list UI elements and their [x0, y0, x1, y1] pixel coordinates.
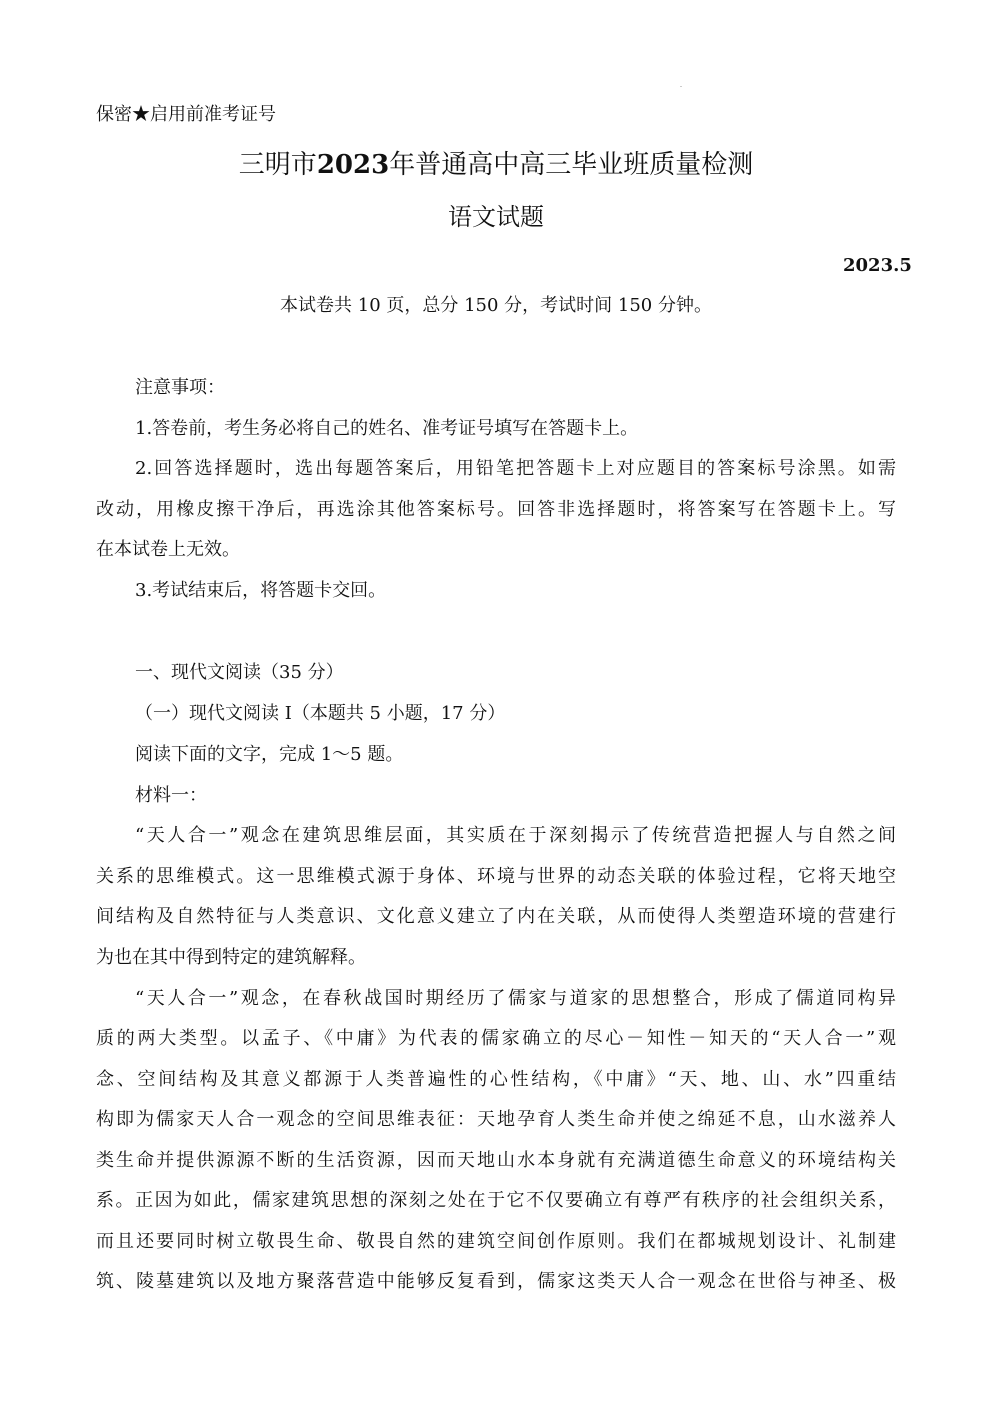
title-part-a: 三明市: [238, 150, 317, 180]
exam-info: 本试卷共 10 页，总分 150 分，考试时间 150 分钟。: [280, 295, 712, 316]
notice-item-2-line-1: 2.回答选择题时，选出每题答案后，用铅笔把答题卡上对应题目的答案标号涂黑。如需: [135, 458, 896, 479]
paragraph-1-line-2: 关系的思维模式。这一思维模式源于身体、环境与世界的动态关联的体验过程，它将天地空: [96, 866, 896, 887]
paragraph-1-line-1: “天人合一”观念在建筑思维层面，其实质在于深刻揭示了传统营造把握人与自然之间: [135, 825, 896, 846]
subject-title: 语文试题: [448, 203, 544, 231]
section-heading: 一、现代文阅读（35 分）: [135, 662, 344, 683]
paragraph-2-line-1: “天人合一”观念，在春秋战国时期经历了儒家与道家的思想整合，形成了儒道同构异: [135, 988, 896, 1009]
paragraph-2-line-5: 类生命并提供源源不断的生活资源，因而天地山水本身就有充满道德生命意义的环境结构关: [96, 1150, 896, 1171]
notice-item-2-line-2: 改动，用橡皮擦干净后，再选涂其他答案标号。回答非选择题时，将答案写在答题卡上。写: [96, 499, 896, 520]
exam-date: 2023.5: [843, 255, 912, 276]
notice-item-1: 1.答卷前，考生务必将自己的姓名、准考证号填写在答题卡上。: [135, 418, 639, 439]
confidential-note: 保密★启用前准考证号: [96, 104, 276, 125]
subsection-heading: （一）现代文阅读 I（本题共 5 小题，17 分）: [135, 703, 506, 724]
paragraph-2-line-2: 质的两大类型。以孟子、《中庸》为代表的儒家确立的尽心－知性－知天的“天人合一”观: [96, 1028, 896, 1049]
paragraph-2-line-7: 而且还要同时树立敬畏生命、敬畏自然的建筑空间创作原则。我们在都城规划设计、礼制建: [96, 1231, 896, 1252]
reading-instruction: 阅读下面的文字，完成 1～5 题。: [135, 744, 404, 765]
title-part-b: 年普通高中高三毕业班质量检测: [389, 150, 754, 180]
paragraph-2-line-3: 念、空间结构及其意义都源于人类普遍性的心性结构，《中庸》“天、地、山、水”四重结: [96, 1069, 896, 1090]
paragraph-2-line-6: 系。正因为如此，儒家建筑思想的深刻之处在于它不仅要确立有尊严有秩序的社会组织关系，: [96, 1190, 896, 1211]
paragraph-2-line-4: 构即为儒家天人合一观念的空间思维表征：天地孕育人类生命并使之绵延不息，山水滋养人: [96, 1109, 896, 1130]
material-label: 材料一：: [135, 785, 207, 806]
exam-title: [0, 150, 992, 180]
notice-item-3: 3.考试结束后，将答题卡交回。: [135, 580, 387, 601]
scan-speck: [680, 86, 682, 87]
title-year: 2023: [316, 150, 390, 180]
notice-item-2-line-3: 在本试卷上无效。: [96, 539, 240, 560]
paragraph-1-line-4: 为也在其中得到特定的建筑解释。: [96, 947, 366, 968]
paragraph-2-line-8: 筑、陵墓建筑以及地方聚落营造中能够反复看到，儒家这类天人合一观念在世俗与神圣、极: [96, 1271, 896, 1292]
notice-heading: 注意事项：: [135, 377, 225, 398]
paragraph-1-line-3: 间结构及自然特征与人类意识、文化意义建立了内在关联，从而使得人类塑造环境的营建行: [96, 906, 896, 927]
